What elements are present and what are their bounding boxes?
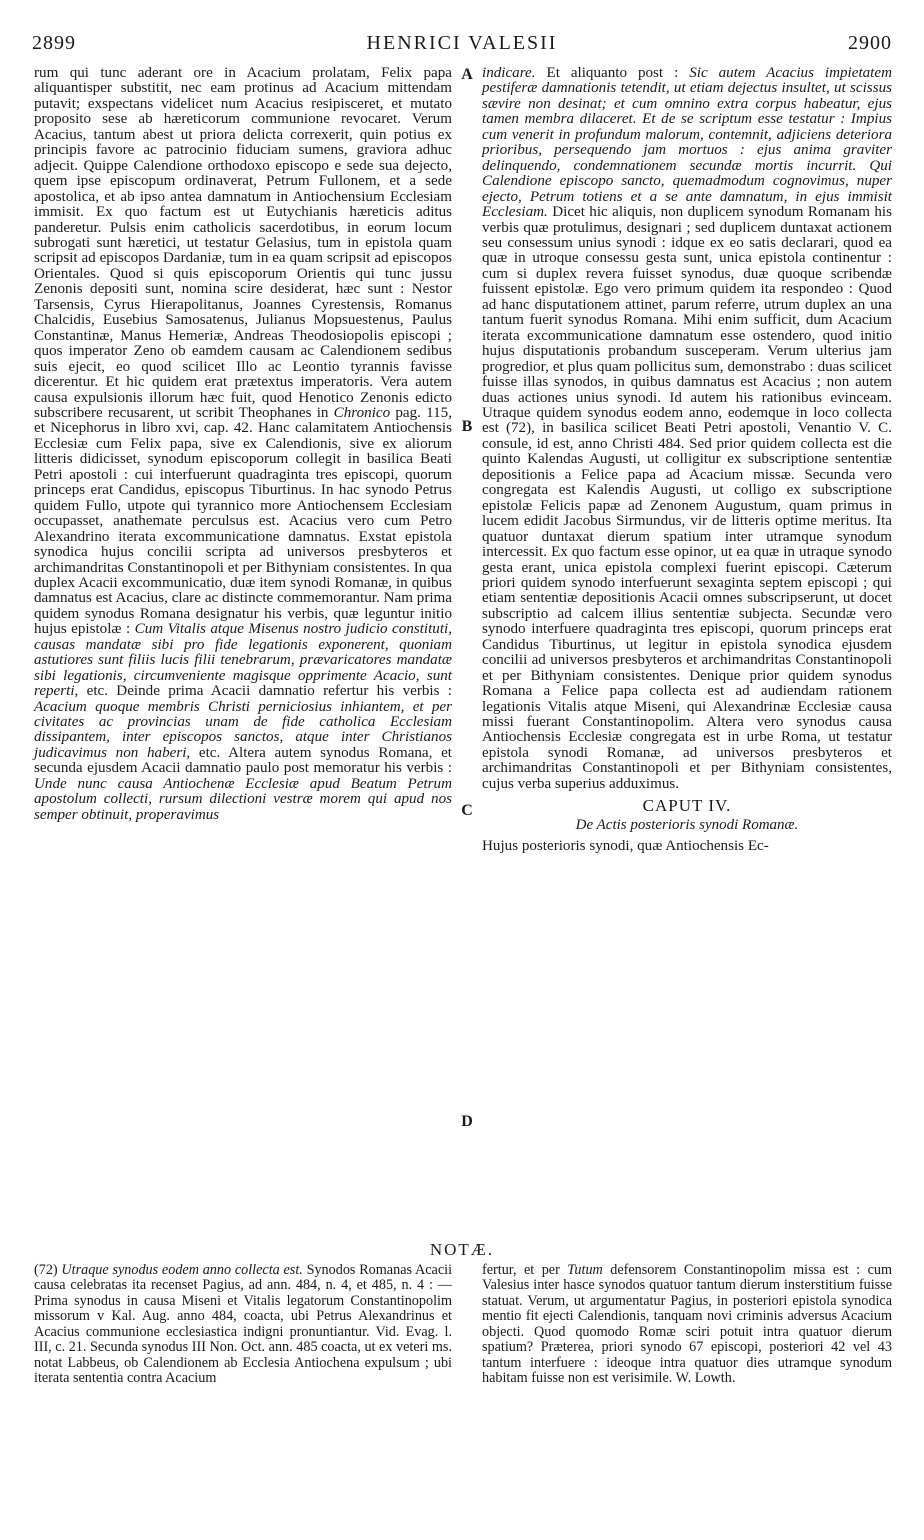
italic-run: Chronico bbox=[333, 404, 391, 421]
text-run: Dicet hic aliquis, non duplicem synodum Romanam his verbis quæ protulimus, designari ; sed duplicem duntaxat actionem seu consessum unius synodi : idque ex eo satis declarari, quod ea quæ in utroque consessu gesta sunt, unica epistola continentur : cum si duplex revera fuisset synodus, duæ quoque scribendæ fuissent epistolæ. Ego vero primum quidem ita respondeo : Quod ad hanc disputationem attinet, parum referre, utrum duplex an una tantum fuerit synodus Romana. Mihi enim sufficit, dum Acacium iterata excommunicatione damnatum esse ostendero, quod initio hujus disputationis probandum susceperam. Verum ulterius jam progredior, et plus quam pollicitus sum, demonstrabo : duas scilicet fuisse illas synodos, in quibus damnatus est Acacius ; non autem duas actiones unius synodi. Id autem his rationibus evinceam. Utraque quidem synodus eodem anno, eodemque in loco collecta est (72), in basilica scilicet Beati Petri apostoli, Venantio V. C. consule, id est, anno Christi 484. Sed prior quidem collecta est die quinto Kalendas Augusti, ut colligitur ex subscriptione sententiæ depositionis a Felice papa ad Acacium missæ. Secunda vero congregata est Kalendis Augusti, ut colligo ex subscriptione epistolæ Felicis papæ ad Zenonem Augustum, quam primus in lucem edidit Jacobus Sirmundus, vir de litteris optime meritus. Ita quatuor duntaxat dierum spatium inter utramque synodum intercessit. Ex quo factum esse opinor, ut ea quæ in utraque synodo gesta erant, unica epistola complexi fuerint episcopi. Cæterum priori quidem synodo interfuerunt sexaginta septem episcopi ; qui etiam sententiæ depositionis Acacii omnes subscripserunt, ut docet subscriptio ad calcem illius sententiæ subjecta. Secundæ vero synodo interfuere quadraginta tres episcopi, quorum princeps erat Candidus Tiburtinus, ut legitur in epistola synodica ejusdem concilii ad universos presbyteros et archimandritas Constantinopoli et per Bithyniam consistentes. Denique prior quidem synodus Romana a Felice papa collecta est ad audiendam rationem legationis Vitalis atque Miseni, qui Alexandrinæ Ecclesiæ causa missi fuerant Constantinopolim. Altera vero synodus causa Antiochensis Ecclesiæ congregata est in urbe Roma, ut testatur epistola synodi Romanæ, ad universos presbyteros et archimandritas Constantinopoli et per Bithyniam consistentes, cujus verba superius adduximus. bbox=[482, 204, 892, 792]
text-run: etc. Deinde prima Acacii damnatio refertur his verbis : bbox=[86, 683, 452, 700]
margin-marker-c: C bbox=[461, 802, 473, 819]
text-run: pag. 115, et Nicephorus in libro xvi, cap. 42. Hanc calamitatem Antiochensis Ecclesiæ cum Felix papa, sive ex Calendionis, sive ex aliorum litteris didicisset, synodum episcoporum collegit in basilica Beati Petri apostoli : cui interfuerunt quadraginta tres episcopi, quorum princeps erat Candidus, episcopus Tiburtinus. In hac synodo Petrus quidem Fullo, utpote qui tyrannico more Antiochensem Ecclesiam occupasset, anathemate perculsus est. Acacius vero cum Petro Alexandrino iterata excommunicatione damnatus. Exstat epistola synodica hujus concilii scripta ad universos presbyteros et archimandritas Constantinopoli et per Bithyniam consistentes. In qua duplex Acacii excommunicatio, duæ item synodi Romanæ, in quibus damnatus est Acacius, clare ac distincte commemorantur. Nam prima quidem synodus Romana designatur his verbis, quæ leguntur initio hujus epistolæ : bbox=[34, 404, 452, 638]
chapter-title: CAPUT IV. bbox=[642, 796, 732, 816]
italic-run: Tutum bbox=[567, 1262, 603, 1278]
margin-marker-a: A bbox=[461, 66, 473, 83]
page-number-left: 2899 bbox=[32, 32, 76, 54]
note-right-column bbox=[482, 1263, 892, 1513]
text-run: rum qui tunc aderant ore in Acacium prolatam, Felix papa aliquantisper substitit, nec eam protinus ad Acacium mittendam putavit; exspectans videlicet num Acacius resipisceret, et mutato proposito sese ab hæreticorum communione revocaret. Verum Acacius, tantum abest ut priora delicta correxerit, quin potius ex principis favore ac patrocinio fiduciam sumens, graviora adhuc adjecit. Quippe Calendione orthodoxo episcopo e sede sua dejecto, quem ipse episcopum ordinaverat, Petrum Fullonem, et a sede apostolica, et ab ipso antea damnatum in Antiochensium Ecclesiam immisit. Ex quo factum est ut Eutychianis hæreticis aditus panderetur. Pulsis enim catholicis sacerdotibus, in eorum locum subrogati sunt hæretici, ut testatur Gelasius, tum in epistola quam scripsit ad episcopos Dardaniæ, tum in ea quam scripsit ad episcopos Orientales. Quod si quis episcoporum Orientis qui tunc jussu Zenonis depositi sunt, nomina scire desiderat, hæc sunt : Nestor Tarsensis, Cyrus Hierapolitanus, Joannes Cyrestensis, Romanus Chalcidis, Eusebius Samosatenus, Julianus Mopsuestenus, Paulus Constantinæ, Manus Hemeriæ, Andreas Theodosiopolis episcopi ; quos imperator Zeno ob eamdem causam ac Calendionem sedibus suis ejecit, eo quod scilicet Illo ac Leontio tyrannis favisse dicerentur. Et hic quidem erat prætextus imperatoris. Vera autem causa expulsionis illorum hæc fuit, quod Henotico Zenonis edicto subscribere recusarent, ut scribit Theophanes in bbox=[34, 65, 452, 421]
chapter-subtitle: De Actis posterioris synodi Romanæ. bbox=[575, 816, 799, 833]
note-number: (72) bbox=[34, 1262, 58, 1278]
italic-run: indicare. bbox=[482, 65, 536, 81]
note-left-column bbox=[34, 1263, 452, 1513]
running-title: HENRICI VALESII bbox=[366, 32, 558, 54]
note-text: defensorem Constantinopolim missa est : cum Valesius inter hasce synodos quatuor tantum dierum insterstitium fuisse statuat. Verum, ut argumentatur Pagius, in posteriori epistola synodica mentio fit ejecti Calendionis, tanquam novi criminis adversus Acacium objecti. Quod quomodo Romæ sciri potuit intra quatuor dierum spatium? Præterea, priori synodo 67 episcopi, posteriori 42 vel 43 tantum interfuere : ideoque intra quatuor dies utramque synodum habitam fuisse non est verisimile. W. Lowth. bbox=[482, 1262, 892, 1387]
left-paragraph bbox=[34, 66, 452, 823]
text-run: etc. Altera autem synodus Romana, et secunda ejusdem Acacii damnatio paulo post memoratur his verbis : bbox=[34, 744, 453, 777]
italic-quote: Acacium quoque membris Christi perniciosius inhiantem, et per civitates ac provincias unam de fide catholica Ecclesiam dissipantem, inter episcopos sanctos, atque inter Christianos judicavimus non haberi, bbox=[34, 698, 452, 761]
page-number-right: 2900 bbox=[848, 32, 892, 54]
note-text: fertur, et per bbox=[482, 1262, 560, 1278]
notes-title: NOTÆ. bbox=[429, 1240, 495, 1259]
text-run: Et aliquanto post : bbox=[546, 65, 679, 81]
italic-quote: Cum Vitalis atque Misenus nostro judicio constituti, causas mandatæ sibi pro fide legationis exponerent, quoniam astutiores sunt filiis lucis filii tenebrarum, prævaricatores mandatæ sibi legationis, circumveniente magisque opprimente Acacio, sunt reperti, bbox=[34, 621, 453, 700]
margin-marker-d: D bbox=[461, 1113, 473, 1130]
note-text: Synodos Romanas Acacii causa celebratas ita recenset Pagius, ad ann. 484, n. 4, et 485, n. 4 : — Prima synodus in causa Miseni et Vitalis legatorum Constantinopolim missorum v Kal. Aug. anno 484, coacta, ubi Petrus Alexandrinus et Acacius communione ecclesiastica indigni pronuntiantur. Vid. Evag. l. III, c. 21. Secunda synodus III Non. Oct. ann. 485 coacta, ut ex veteri ms. notat Labbeus, ob Calendionem ab Ecclesia Antiochena expulsum ; ubi iterata sententia contra Acacium bbox=[34, 1262, 453, 1387]
italic-quote: Unde nunc causa Antiochenæ Ecclesiæ apud Beatum Petrum apostolum collecti, rursum dilectioni vestræ morem qui apud nos semper obtinuit, properavimus bbox=[34, 775, 452, 823]
right-column bbox=[482, 66, 892, 1236]
right-paragraph bbox=[482, 66, 892, 792]
italic-quote: Sic autem Acacius impietatem pestiferæ damnationis tetendit, ut etiam dejectus insultet, ut scissus sævire non desinat; et cum omnino extra corpus habeatur, ejus tamen membra dilaceret. Et de se scriptum esse testatur : Impius cum venerit in profundum malorum, contemnit, adjiciens deteriora prioribus, persequendo jam mortuos : ejus anima graviter delinquendo, condemnationem secundæ mortis incurrit. Qui Calendione episcopo sancto, quemadmodum cognovimus, nuper ejecto, Petrum totiens et a se ante damnatum, in ejus immisit Ecclesiam. bbox=[482, 65, 892, 221]
running-header bbox=[32, 32, 892, 58]
note-lemma: Utraque synodus eodem anno collecta est. bbox=[61, 1262, 303, 1278]
margin-marker-b: B bbox=[461, 418, 473, 435]
chapter-first-line: Hujus posterioris synodi, quæ Antiochensis Ec- bbox=[482, 838, 769, 855]
left-column bbox=[34, 66, 452, 1236]
